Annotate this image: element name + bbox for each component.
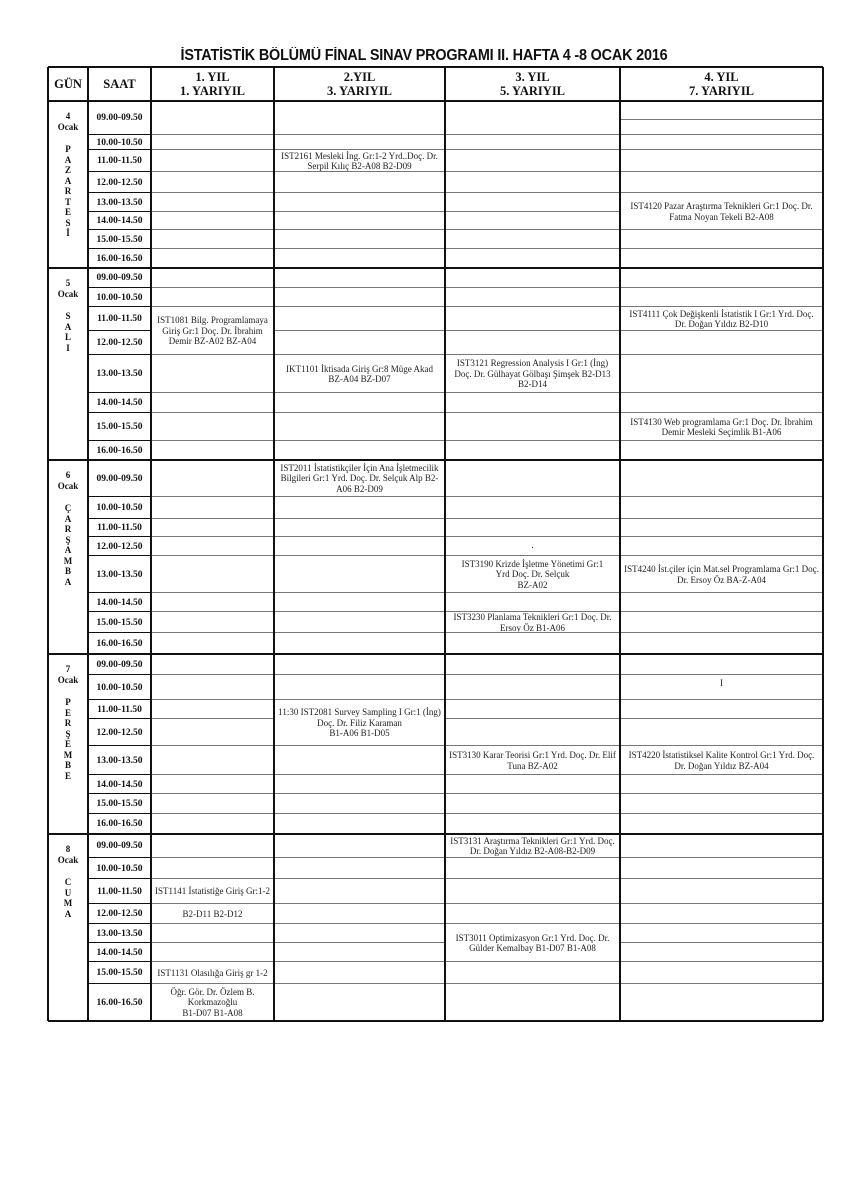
header-year-4 <box>620 67 823 101</box>
course-row-divider <box>151 923 274 924</box>
time-slot: 10.00-10.50 <box>96 682 143 693</box>
header-year-1 <box>151 67 274 101</box>
course-row-divider <box>620 392 823 393</box>
course-row-divider <box>620 592 823 593</box>
course-row-divider <box>274 592 445 593</box>
course-row-divider <box>274 774 445 775</box>
day-date: 4 Ocak <box>57 111 79 132</box>
course-row-divider <box>445 903 620 904</box>
course-row-divider <box>274 330 445 331</box>
header-day: GÜN <box>54 77 82 91</box>
course-row-divider <box>274 248 445 249</box>
course-row-divider <box>445 171 620 172</box>
time-slot: 12.00-12.50 <box>96 541 143 552</box>
course-row-divider <box>151 611 274 612</box>
course-row-divider <box>445 699 620 700</box>
time-slot: 14.00-14.50 <box>96 779 143 790</box>
course-row-divider <box>620 674 823 675</box>
time-row-divider <box>88 793 151 794</box>
course-row-divider <box>274 149 445 150</box>
header-year-label: 4. YIL <box>704 70 739 84</box>
time-slot: 14.00-14.50 <box>96 398 143 408</box>
course-row-divider <box>620 813 823 814</box>
time-row-divider <box>88 555 151 556</box>
course-row-divider <box>620 611 823 612</box>
course-row-divider <box>620 306 823 307</box>
course-row-divider <box>445 923 620 924</box>
course-row-divider <box>445 229 620 230</box>
course-row-divider <box>274 674 445 675</box>
course-row-divider <box>620 119 823 120</box>
time-slot: 15.00-15.50 <box>96 617 143 628</box>
exam-entry: IST3121 Regression Analysis I Gr:1 (İng) Doç. Dr. Gülhayat Gölbaşı Şimşek B2-D13 B2-D14 <box>454 358 611 390</box>
course-row-divider <box>151 592 274 593</box>
time-row-divider <box>88 248 151 249</box>
course-row-divider <box>620 699 823 700</box>
course-row-divider <box>620 718 823 719</box>
time-slot: 12.00-12.50 <box>96 909 143 919</box>
column-divider <box>47 67 49 1021</box>
time-row-divider <box>88 923 151 924</box>
course-row-divider <box>620 878 823 879</box>
course-row-divider <box>151 171 274 172</box>
column-divider <box>87 67 89 1021</box>
course-row-divider <box>151 287 274 288</box>
header-term-label: 3. YARIYIL <box>326 84 393 98</box>
time-slot: 15.00-15.50 <box>96 234 143 245</box>
course-row-divider <box>151 192 274 193</box>
exam-entry: 11:30 IST2081 Survey Sampling I Gr:1 (İng) Doç. Dr. Filiz Karaman B1-A06 B1-D05 <box>278 707 441 739</box>
time-slot: 10.00-10.50 <box>96 503 143 513</box>
time-row-divider <box>88 745 151 746</box>
course-row-divider <box>274 440 445 441</box>
course-row-divider <box>620 192 823 193</box>
course-row-divider <box>620 229 823 230</box>
time-slot: 14.00-14.50 <box>96 597 143 608</box>
exam-entry: IST3131 Araştırma Teknikleri Gr:1 Yrd. Doç. Dr. Doğan Yıldız B2-A08-B2-D09 <box>450 835 615 856</box>
header-time: SAAT <box>103 77 136 91</box>
course-row-divider <box>620 774 823 775</box>
exam-entry: IST2011 İstatistikçiler İçin Ana İşletmecilik Bilgileri Gr:1 Yrd. Doç. Dr. Selçuk Alp B2-A06 B2-D09 <box>280 462 439 494</box>
time-row-divider <box>88 306 151 307</box>
course-row-divider <box>274 857 445 858</box>
header-term-label: 7. YARIYIL <box>688 84 755 98</box>
course-row-divider <box>445 674 620 675</box>
course-row-divider <box>274 211 445 212</box>
course-row-divider <box>274 496 445 497</box>
course-row-divider <box>620 983 823 984</box>
time-row-divider <box>88 354 151 355</box>
time-slot: 14.00-14.50 <box>96 216 143 226</box>
course-row-divider <box>620 287 823 288</box>
time-slot: 15.00-15.50 <box>96 422 143 432</box>
column-divider <box>273 67 275 1021</box>
time-slot: 12.00-12.50 <box>96 727 143 738</box>
time-slot: 10.00-10.50 <box>96 863 143 874</box>
course-row-divider <box>620 354 823 355</box>
day-divider <box>48 653 823 655</box>
exam-entry: IST1081 Bilg. Programlamaya Giriş Gr:1 Doç. Dr. İbrahim Demir BZ-A02 BZ-A04 <box>157 315 268 347</box>
time-slot: 09.00-09.50 <box>96 841 143 851</box>
course-row-divider <box>445 774 620 775</box>
day-label <box>48 654 88 834</box>
course-row-divider <box>620 330 823 331</box>
time-row-divider <box>88 496 151 497</box>
course-row-divider <box>274 171 445 172</box>
course-row-divider <box>274 793 445 794</box>
course-row-divider <box>151 211 274 212</box>
exam-entry: IST1141 İstatistiğe Giriş Gr:1-2 <box>155 886 270 897</box>
course-row-divider <box>151 983 274 984</box>
exam-entry: IST3190 Krizde İşletme Yönetimi Gr:1 Yrd Doç. Dr. Selçuk BZ-A02 <box>461 558 604 590</box>
time-row-divider <box>88 699 151 700</box>
header-term-label: 1. YARIYIL <box>179 84 246 98</box>
course-row-divider <box>445 745 620 746</box>
course-row-divider <box>274 942 445 943</box>
day-date: 8 Ocak <box>57 844 79 865</box>
day-label <box>48 460 88 654</box>
course-row-divider <box>620 793 823 794</box>
time-row-divider <box>88 961 151 962</box>
course-row-divider <box>445 857 620 858</box>
course-row-divider <box>151 555 274 556</box>
course-row-divider <box>151 496 274 497</box>
course-row-divider <box>274 306 445 307</box>
course-row-divider <box>274 192 445 193</box>
course-row-divider <box>445 192 620 193</box>
course-row-divider <box>445 536 620 537</box>
day-label <box>48 834 88 1021</box>
course-row-divider <box>274 354 445 355</box>
course-row-divider <box>151 392 274 393</box>
header-year-2 <box>274 67 445 101</box>
exam-entry: IKT1101 İktisada Giriş Gr:8 Müge Akad BZ-A04 BZ-D07 <box>286 363 433 384</box>
time-row-divider <box>88 330 151 331</box>
day-divider <box>48 1020 823 1022</box>
time-slot: 09.00-09.50 <box>96 273 143 283</box>
course-row-divider <box>274 983 445 984</box>
time-slot: 13.00-13.50 <box>96 369 143 379</box>
course-row-divider <box>445 306 620 307</box>
time-row-divider <box>88 392 151 393</box>
column-divider <box>150 67 152 1021</box>
course-row-divider <box>620 942 823 943</box>
time-slot: 13.00-13.50 <box>96 197 143 208</box>
exam-entry: IST4120 Pazar Araştırma Teknikleri Gr:1 Doç. Dr. Fatma Noyan Tekeli B2-A08 <box>630 201 813 222</box>
course-row-divider <box>620 134 823 135</box>
course-row-divider <box>445 330 620 331</box>
course-row-divider <box>445 592 620 593</box>
time-row-divider <box>88 592 151 593</box>
course-row-divider <box>445 496 620 497</box>
exam-entry: IST3230 Planlama Teknikleri Gr:1 Doç. Dr. Ersoy Öz B1-A06 <box>453 612 612 633</box>
time-slot: 11.00-11.50 <box>97 704 142 715</box>
day-date: 5 Ocak <box>57 278 79 299</box>
course-row-divider <box>151 942 274 943</box>
exam-entry: B2-D11 B2-D12 <box>182 908 243 919</box>
course-row-divider <box>151 745 274 746</box>
course-row-divider <box>445 813 620 814</box>
exam-entry: IST4130 Web programlama Gr:1 Doç. Dr. İbrahim Demir Mesleki Seçimlik B1-A06 <box>630 416 813 437</box>
header-year-label: 3. YIL <box>515 70 550 84</box>
time-row-divider <box>88 903 151 904</box>
course-row-divider <box>151 632 274 633</box>
time-slot: 16.00-16.50 <box>96 997 143 1008</box>
course-row-divider <box>620 857 823 858</box>
time-slot: 15.00-15.50 <box>96 968 143 978</box>
time-slot: 12.00-12.50 <box>96 338 143 348</box>
time-slot: 13.00-13.50 <box>96 928 143 939</box>
course-row-divider <box>151 149 274 150</box>
course-row-divider <box>274 412 445 413</box>
course-row-divider <box>274 745 445 746</box>
course-row-divider <box>274 903 445 904</box>
course-row-divider <box>620 745 823 746</box>
time-slot: 13.00-13.50 <box>96 755 143 766</box>
day-name: Ç A R Ş A M B A <box>63 503 73 587</box>
time-row-divider <box>88 632 151 633</box>
time-row-divider <box>88 171 151 172</box>
time-slot: 14.00-14.50 <box>96 947 143 958</box>
day-divider <box>48 267 823 269</box>
time-row-divider <box>88 134 151 135</box>
exam-entry: IST4111 Çok Değişkenli İstatistik I Gr:1 Yrd. Doç. Dr. Doğan Yıldız B2-D10 <box>629 308 814 329</box>
course-row-divider <box>151 878 274 879</box>
course-row-divider <box>445 983 620 984</box>
time-row-divider <box>88 536 151 537</box>
course-row-divider <box>274 632 445 633</box>
day-divider <box>48 833 823 835</box>
course-row-divider <box>151 961 274 962</box>
course-row-divider <box>274 134 445 135</box>
course-row-divider <box>445 149 620 150</box>
day-name: P E R Ş E M B E <box>63 697 73 781</box>
course-row-divider <box>620 536 823 537</box>
course-row-divider <box>151 857 274 858</box>
time-row-divider <box>88 211 151 212</box>
course-row-divider <box>274 555 445 556</box>
course-row-divider <box>274 813 445 814</box>
exam-entry: . <box>531 540 534 550</box>
course-row-divider <box>620 632 823 633</box>
time-row-divider <box>88 718 151 719</box>
course-row-divider <box>445 555 620 556</box>
column-divider <box>619 67 621 1021</box>
header-term-label: 5. YARIYIL <box>499 84 566 98</box>
course-row-divider <box>445 134 620 135</box>
course-row-divider <box>620 923 823 924</box>
course-row-divider <box>445 440 620 441</box>
time-row-divider <box>88 287 151 288</box>
course-row-divider <box>445 878 620 879</box>
day-name: P A Z A R T E S İ <box>64 144 72 238</box>
course-row-divider <box>151 674 274 675</box>
exam-entry: IST4240 İst.çiler için Mat.sel Programlama Gr:1 Doç. Dr. Ersoy Öz BA-Z-A04 <box>624 564 819 585</box>
course-row-divider <box>274 229 445 230</box>
time-row-divider <box>88 229 151 230</box>
time-row-divider <box>88 942 151 943</box>
time-slot: 13.00-13.50 <box>96 569 143 580</box>
course-row-divider <box>445 211 620 212</box>
course-row-divider <box>445 718 620 719</box>
course-row-divider <box>620 171 823 172</box>
table-top-border <box>48 66 823 68</box>
column-divider <box>444 67 446 1021</box>
course-row-divider <box>445 287 620 288</box>
column-divider <box>822 67 824 1021</box>
header-bottom-border <box>48 100 823 102</box>
time-slot: 10.00-10.50 <box>96 137 143 148</box>
course-row-divider <box>151 229 274 230</box>
course-row-divider <box>274 699 445 700</box>
course-row-divider <box>151 412 274 413</box>
course-row-divider <box>620 149 823 150</box>
time-row-divider <box>88 192 151 193</box>
course-row-divider <box>151 813 274 814</box>
exam-entry: I <box>720 678 723 688</box>
time-row-divider <box>88 983 151 984</box>
course-row-divider <box>274 518 445 519</box>
course-row-divider <box>445 632 620 633</box>
time-slot: 16.00-16.50 <box>96 638 143 649</box>
day-name: S A L I <box>64 311 72 353</box>
time-row-divider <box>88 440 151 441</box>
time-slot: 10.00-10.50 <box>96 292 143 303</box>
exam-entry: IST3011 Optimizasyon Gr:1 Yrd. Doç. Dr. Gülder Kemalbay B1-D07 B1-A08 <box>455 932 610 953</box>
time-slot: 12.00-12.50 <box>96 177 143 188</box>
course-row-divider <box>445 518 620 519</box>
time-slot: 15.00-15.50 <box>96 799 143 809</box>
exam-entry: IST3130 Karar Teorisi Gr:1 Yrd. Doç. Dr. Elif Tuna BZ-A02 <box>449 750 616 771</box>
time-slot: 16.00-16.50 <box>96 445 143 456</box>
course-row-divider <box>151 774 274 775</box>
course-row-divider <box>620 412 823 413</box>
header-year-3 <box>445 67 620 101</box>
course-row-divider <box>151 793 274 794</box>
course-row-divider <box>151 699 274 700</box>
course-row-divider <box>151 354 274 355</box>
course-row-divider <box>445 354 620 355</box>
course-row-divider <box>620 903 823 904</box>
course-row-divider <box>274 923 445 924</box>
time-row-divider <box>88 674 151 675</box>
time-slot: 11.00-11.50 <box>97 886 142 897</box>
day-label <box>48 101 88 268</box>
course-row-divider <box>445 961 620 962</box>
course-row-divider <box>151 134 274 135</box>
exam-entry: IST4220 İstatistiksel Kalite Kontrol Gr:1 Yrd. Doç. Dr. Doğan Yıldız BZ-A04 <box>628 750 815 771</box>
time-row-divider <box>88 774 151 775</box>
header-year-label: 1. YIL <box>195 70 230 84</box>
course-row-divider <box>620 555 823 556</box>
course-row-divider <box>151 440 274 441</box>
course-row-divider <box>151 306 274 307</box>
course-row-divider <box>445 611 620 612</box>
page-title: İSTATİSTİK BÖLÜMÜ FİNAL SINAV PROGRAMI II. HAFTA 4 -8 OCAK 2016 <box>180 47 668 64</box>
day-date: 7 Ocak <box>57 664 79 685</box>
day-date: 6 Ocak <box>57 470 79 491</box>
course-row-divider <box>620 440 823 441</box>
course-row-divider <box>445 412 620 413</box>
exam-entry: Öğr. Gör. Dr. Özlem B. Korkmazoğlu B1-D07 B1-A08 <box>170 986 255 1018</box>
time-row-divider <box>88 857 151 858</box>
course-row-divider <box>151 518 274 519</box>
course-row-divider <box>445 248 620 249</box>
time-row-divider <box>88 611 151 612</box>
course-row-divider <box>274 878 445 879</box>
time-slot: 09.00-09.50 <box>96 473 143 484</box>
time-slot: 11.00-11.50 <box>97 523 142 533</box>
course-row-divider <box>151 903 274 904</box>
course-row-divider <box>274 961 445 962</box>
course-row-divider <box>445 793 620 794</box>
day-name: C U M A <box>63 877 73 919</box>
time-slot: 11.00-11.50 <box>97 156 142 166</box>
exam-entry: IST2161 Mesleki İng. Gr:1-2 Yrd..Doç. Dr. Serpil Kılıç B2-A08 B2-D09 <box>281 150 438 171</box>
day-label <box>48 268 88 460</box>
time-row-divider <box>88 518 151 519</box>
exam-entry: IST1131 Olasılığa Giriş gr 1-2 <box>157 967 268 978</box>
course-row-divider <box>445 392 620 393</box>
course-row-divider <box>274 611 445 612</box>
header-year-label: 2.YIL <box>343 70 376 84</box>
time-row-divider <box>88 412 151 413</box>
course-row-divider <box>151 718 274 719</box>
course-row-divider <box>274 536 445 537</box>
time-slot: 11.00-11.50 <box>97 314 142 324</box>
course-row-divider <box>274 392 445 393</box>
time-slot: 16.00-16.50 <box>96 819 143 829</box>
course-row-divider <box>620 496 823 497</box>
time-row-divider <box>88 878 151 879</box>
course-row-divider <box>620 518 823 519</box>
time-row-divider <box>88 149 151 150</box>
course-row-divider <box>620 961 823 962</box>
course-row-divider <box>151 536 274 537</box>
time-slot: 16.00-16.50 <box>96 253 143 264</box>
time-slot: 09.00-09.50 <box>96 659 143 670</box>
course-row-divider <box>151 248 274 249</box>
course-row-divider <box>620 248 823 249</box>
time-slot: 09.00-09.50 <box>96 113 143 123</box>
course-row-divider <box>274 287 445 288</box>
time-row-divider <box>88 813 151 814</box>
